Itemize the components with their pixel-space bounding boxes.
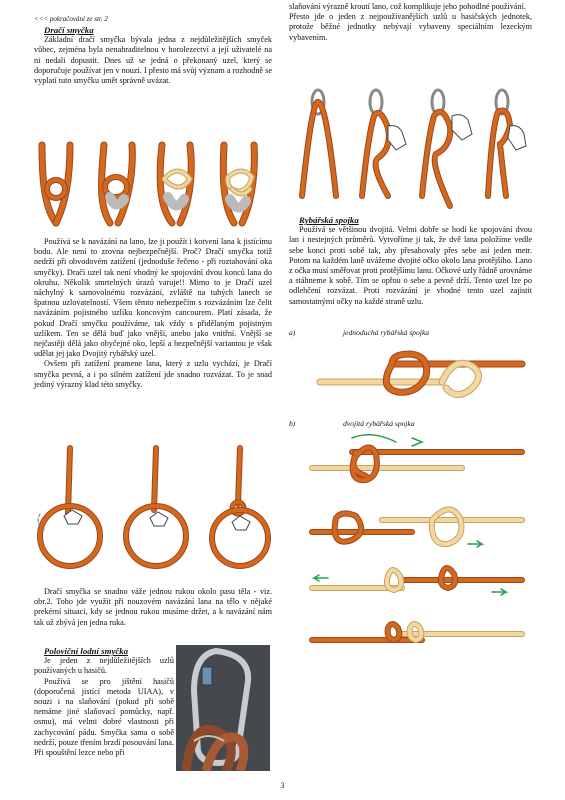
lodni-step-4 xyxy=(488,90,526,196)
carabiner-photo xyxy=(176,645,270,771)
lodni-figure-steps xyxy=(292,86,542,202)
rybarska-b-stage-1 xyxy=(312,435,522,480)
lodni-block xyxy=(34,646,174,758)
page-number: 3 xyxy=(280,781,285,790)
one-hand-step-2 xyxy=(126,448,186,566)
draci-figure-steps xyxy=(34,137,274,231)
draci-intro-block xyxy=(34,25,272,86)
one-hand-step-3 xyxy=(212,448,268,566)
section-title-rybarska: Rybářská spojka xyxy=(299,215,359,225)
lodni-step-2 xyxy=(362,90,406,196)
right-top-p2: Přesto jde o jeden z nejpoužívanějších uzlů u hasičských jednotek, protože běžné jednotky nebývají vybaveny speciálním lezeckým vybavením. xyxy=(289,12,532,42)
draci-body-2: Ovšem při zatížení pramene lana, který z uzlu vychází, je Dračí smyčka pevná, a i po silném zatížení jde snadno rozvázat. To je snad jediný výrazný klad této smyčky. xyxy=(34,359,272,389)
rybarska-body: Používá se většinou dvojitá. Velmi dobře se hodí ke spojování dvou lan i nestejných průměrů. Vytvoříme ji tak, že dvě lana položíme vedle sebe konci proti sobě tak, aby přesahovaly přes sebe asi jeden metr. Potom na každém laně uvážeme dvojité očko okolo lana protějšího. Lano z očka musí směřovat proti protějšímu lanu. Očkové uzly řádně urovnáme a stáhneme k sobě. Tím se opřou o sebe a pevně drží. Tento uzel lze po odlehčení rozvázat. Proti rozvázání je vhodné tento uzel zajistit samostatnými očky na každé straně uzlu. xyxy=(289,225,532,306)
lodni-step-1 xyxy=(302,90,336,196)
right-top-block xyxy=(289,2,532,43)
rybarska-b-stage-4 xyxy=(312,624,522,640)
carabiner-photo-drawing xyxy=(176,645,270,771)
caption-b: dvojitá rybářská spojka xyxy=(343,419,415,428)
label-b: b) xyxy=(289,419,296,428)
rybarska-b-stage-2 xyxy=(312,509,522,547)
lodni-step-3 xyxy=(422,90,472,206)
section-title-lodni: Poloviční lodní smyčka xyxy=(44,646,129,656)
draci-step-3 xyxy=(160,145,191,223)
draci-body-block xyxy=(34,237,272,390)
rybarska-block xyxy=(289,215,532,307)
label-a: a) xyxy=(289,328,296,337)
draci-step-2 xyxy=(102,145,133,223)
section-title-draci: Dračí smyčka xyxy=(44,25,94,35)
lodni-line-2: Používá se pro jištění hasičů (doporučená jistící metoda UIAA), v nouzi i na slaňování (pokud při sobě nemáme jiné slaňovací pomůcky, např. osmu), má velmi dobré vlastnosti při zachycování pádu. Smyčka sama o sobě nedrží, pouze třením brzdí posouvání lana. Při spouštění lezce nebo při xyxy=(34,676,174,758)
draci-intro-text: Základní dračí smyčka bývala jedna z nejdůležitějších smyček vůbec, zejména byla nenahraditelnou v horolezectví a její uživatelé na ni nedali dopustit. Dnes už se jedná o překonaný uzel, který se doporučuje používat jen v nouzi. I přesto má svůj význam a rozhodně se vyplatí tuto smyčku umět správně uvázat. xyxy=(34,35,272,86)
draci-body-3: Dračí smyčka se snadno váže jednou rukou okolo pasu těla - viz. obr.2. Toho jde využít při nouzovém navázání lana na tělo v nějaké prekérní situaci, kdy se jednou rukou musíme držet, a k navázání nám tak už zbývá jen jedna ruka. xyxy=(34,587,272,627)
caption-a: jednoduchá rybářská spojka xyxy=(343,328,430,337)
lodni-line-1: Je jeden z nejdůležitějších uzlů používaných u hasičů. xyxy=(34,656,174,676)
one-hand-step-1 xyxy=(38,448,100,566)
rybarska-figure-a xyxy=(292,342,542,406)
draci-body3-block xyxy=(34,587,272,628)
draci-step-1 xyxy=(42,145,70,223)
right-top-p1: slaňování výrazně kroutí lano, což komplikuje jeho pohodlné používání. xyxy=(289,2,526,11)
continuation-note: <<< pokračování ze str. 2 xyxy=(34,15,108,23)
draci-body-1: Používá se k navázání na lano, lze ji použít i kotvení lana k jistícímu bodu. Ale není to zrovna nejbezpečnější. Proč? Dračí smyčka totiž nedrží při obvodovém zatížení (jednoduše řečeno - při roztahování oka smyčky). Dračí uzel tak není vhodný ke spojování dvou konců lana do okruhu. Několik smrtelných úrazů varuje!! Mimo to je Dračí uzel náchylný k samovolnému rozvázání, zvláště na tuhých lanech se špatnou uzlovatelností. Všem těmto nebezpečím s rozvázáním lze čelit navázáním pojistného uzlíku koncovým cancourem. Platí zásada, že pokud Dračí smyčku používáme, tak vždy s přidělaným pojistným uzlíkem. Ten se dělá buď jako vnější, anebo jako vnitřní. Vnější se nejčastěji dělá jako obyčejné oko, lepší a bezpečnější variantou je však udělat jej jako Dvojitý rybářský uzel. xyxy=(34,237,272,359)
rybarska-b-stage-3 xyxy=(312,568,522,595)
rybarska-figure-b xyxy=(292,428,542,658)
draci-step-4 xyxy=(223,145,254,223)
draci-figure-one-hand xyxy=(34,444,274,574)
